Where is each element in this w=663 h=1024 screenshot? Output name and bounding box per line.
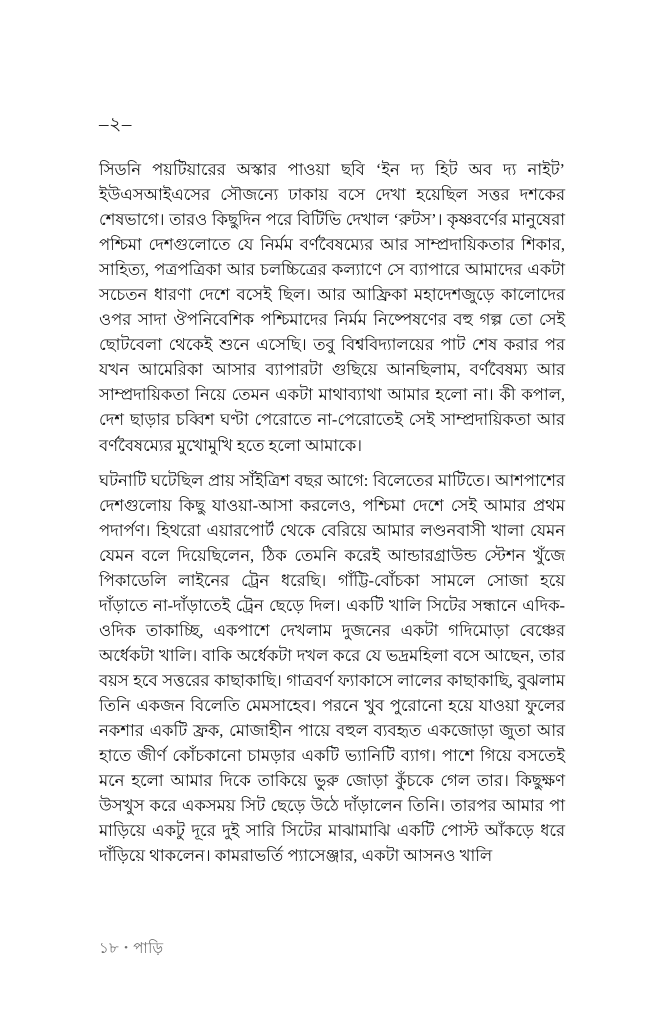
body-paragraph: ঘটনাটি ঘটেছিল প্রায় সাঁইত্রিশ বছর আগে: বিলেতের মাটিতে। আশপাশের দেশগুলোয় কিছু যাওয়া-আসা করলেও, পশ্চিমা দেশে সেই আমার প্রথম পদার্পণ। হিথরো এয়ারপোর্ট থেকে বেরিয়ে আমার লণ্ডনবাসী খালা যেমন যেমন বলে দিয়েছিলেন, ঠিক তেমনি করেই আন্ডারগ্রাউন্ড স্টেশন খুঁজে পিকাডেলি লাইনের ট্রেন ধরেছি। গাঁট্টি-বোঁচকা সামলে সোজা হয়ে দাঁড়াতে না-দাঁড়াতেই ট্রেন ছেড়ে দিল। একটি খালি সিটের সন্ধানে এদিক-ওদিক তাকাচ্ছি, একপাশে দেখলাম দুজনের একটা গদিমোড়া বেঞ্চের অর্ধেকটা খালি। বাকি অর্ধেকটা দখল করে যে ভদ্রমহিলা বসে আছেন, তার বয়স হবে সত্তরের কাছাকাছি। গাত্রবর্ণ ফ্যাকাসে লালের কাছাকাছি, বুঝলাম তিনি একজন বিলেতি মেমসাহেব। পরনে খুব পুরোনো হয়ে যাওয়া ফুলের নকশার একটি ফ্রক, মোজাহীন পায়ে বহুল ব্যবহৃত একজোড়া জুতা আর হাতে জীর্ণ কোঁচকানো চামড়ার একটি ভ্যানিটি ব্যাগ। পাশে গিয়ে বসতেই মনে হলো আমার দিকে তাকিয়ে ভুরু জোড়া কুঁচকে গেল তার। কিছুক্ষণ উসখুস করে একসময় সিট ছেড়ে উঠে দাঁড়ালেন তিনি। তারপর আমার পা মাড়িয়ে একটু দূরে দুই সারি সিটের মাঝামাঝি একটি পোস্ট আঁকড়ে ধরে দাঁড়িয়ে থাকলেন। কামরাভর্তি প্যাসেঞ্জার, একটা আসনও খালি: [99, 470, 565, 866]
body-paragraph: সিডনি পয়টিয়ারের অস্কার পাওয়া ছবি ‘ইন দ্য হিট অব দ্য নাইট’ ইউএসআইএসের সৌজন্যে ঢাকায় বসে দেখা হয়েছিল সত্তর দশকের শেষভাগে। তারও কিছুদিন পরে বিটিভি দেখাল ‘রুটস’। কৃষ্ণবর্ণের মানুষেরা পশ্চিমা দেশগুলোতে যে নির্মম বর্ণবৈষম্যের আর সাম্প্রদায়িকতার শিকার, সাহিত্য, পত্রপত্রিকা আর চলচ্চিত্রের কল্যাণে সে ব্যাপারে আমাদের একটা সচেতন ধারণা দেশে বসেই ছিল। আর আফ্রিকা মহাদেশজুড়ে কালোদের ওপর সাদা ঔপনিবেশিক পশ্চিমাদের নির্মম নিষ্পেষণের বহু গল্প তো সেই ছোটবেলা থেকেই শুনে এসেছি। তবু বিশ্ববিদ্যালয়ের পাট শেষ করার পর যখন আমেরিকা আসার ব্যাপারটা গুছিয়ে আনছিলাম, বর্ণবৈষম্য আর সাম্প্রদায়িকতা নিয়ে তেমন একটা মাথাব্যাথা আমার হলো না। কী কপাল, দেশ ছাড়ার চব্বিশ ঘণ্টা পেরোতে না-পেরোতেই সেই সাম্প্রদায়িকতা আর বর্ণবৈষম্যের মুখোমুখি হতে হলো আমাকে।: [99, 160, 565, 455]
folio-book-title: পাড়ি: [133, 941, 164, 957]
folio-page-number: ১৮: [99, 941, 120, 957]
section-number-heading: –২–: [99, 114, 132, 135]
page-text-block: [99, 112, 565, 868]
page-footer: [99, 938, 163, 959]
folio-separator-dot: •: [124, 942, 129, 954]
